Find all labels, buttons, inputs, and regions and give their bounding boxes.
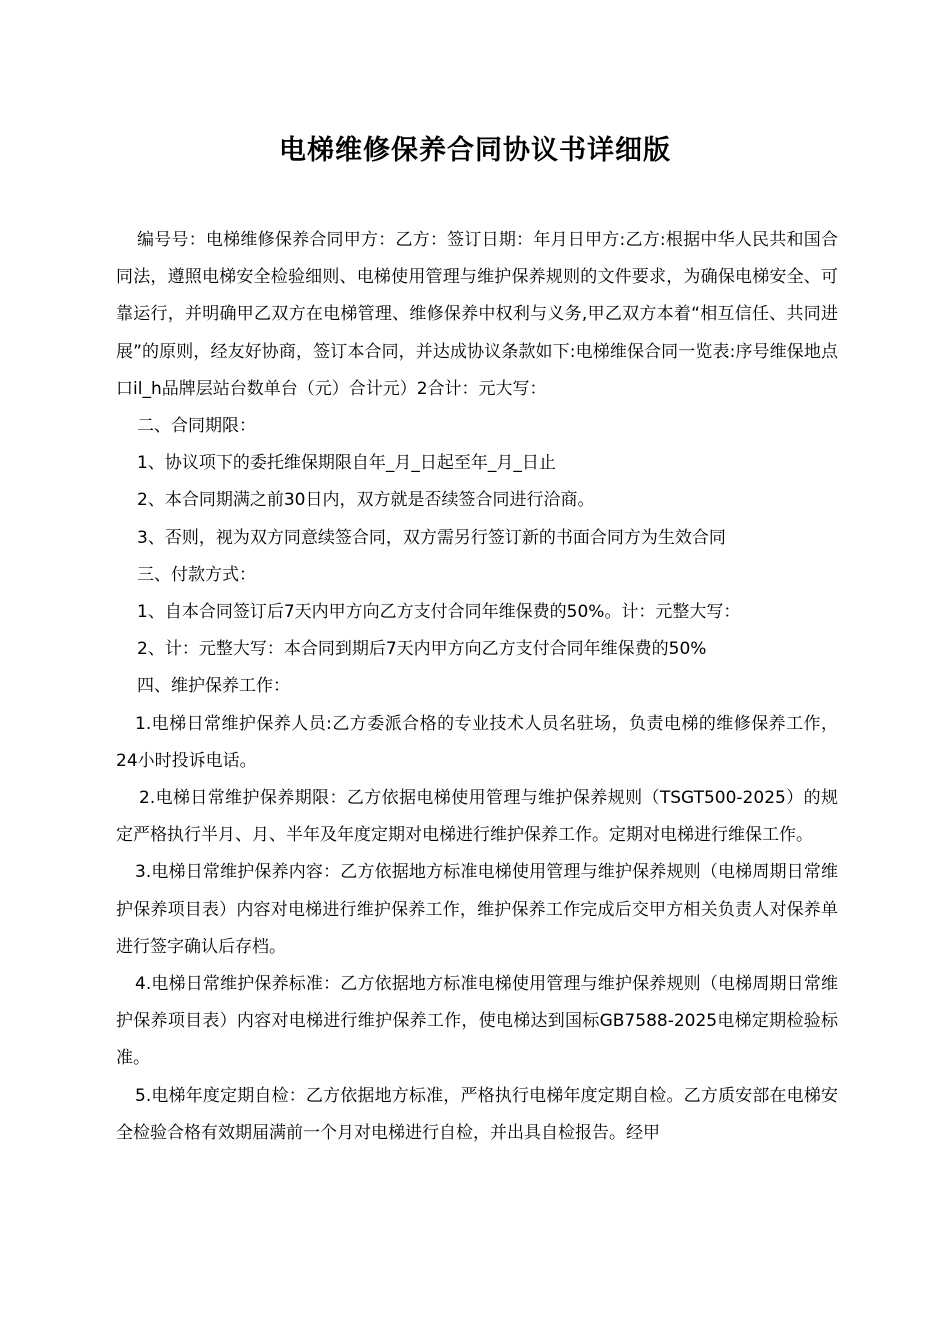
heading-maintenance: 四、维护保养工作： bbox=[137, 676, 290, 697]
paragraph-maintenance-5: 5.电梯年度定期自检：乙方依据地方标准，严格执行电梯年度定期自检。乙方质安部在电梯安全检验合格有效期届满前一个月对电梯进行自检，并出具自检报告。经甲 bbox=[116, 1085, 838, 1143]
heading-contract-term: 二、合同期限： bbox=[137, 416, 256, 437]
paragraph-maintenance-1: 1.电梯日常维护保养人员:乙方委派合格的专业技术人员名驻场，负责电梯的维修保养工作，24小时投诉电话。 bbox=[116, 713, 838, 771]
document-title: 电梯维修保养合同协议书详细版 bbox=[279, 135, 671, 166]
paragraph-maintenance-2: 2.电梯日常维护保养期限：乙方依据电梯使用管理与维护保养规则（TSGT500-2025）的规定严格执行半月、月、半年及年度定期对电梯进行维护保养工作。定期对电梯进行维保工作。 bbox=[116, 788, 838, 846]
paragraph-payment-1: 1、自本合同签订后7天内甲方向乙方支付合同年维保费的50%。计：元整大写： bbox=[137, 602, 741, 623]
paragraph-term-1: 1、协议项下的委托维保期限自年_月_日起至年_月_日止 bbox=[137, 453, 556, 474]
document-body bbox=[116, 222, 838, 1152]
paragraph-intro: 编号号：电梯维修保养合同甲方：乙方：签订日期：年月日甲方:乙方:根据中华人民共和国合同法，遵照电梯安全检验细则、电梯使用管理与维护保养规则的文件要求，为确保电梯安全、可靠运行，并明确甲乙双方在电梯管理、维修保养中权利与义务,甲乙双方本着“相互信任、共同进展”的原则，经友好协商，签订本合同，并达成协议条款如下:电梯维保合同一览表:序号维保地点口il_h品牌层站台数单台（元）合计元）2合计：元大写： bbox=[116, 230, 838, 399]
paragraph-payment-2: 2、计：元整大写：本合同到期后7天内甲方向乙方支付合同年维保费的50% bbox=[137, 639, 707, 660]
paragraph-term-2: 2、本合同期满之前30日内，双方就是否续签合同进行洽商。 bbox=[137, 490, 595, 511]
heading-payment: 三、付款方式： bbox=[137, 564, 256, 585]
paragraph-maintenance-4: 4.电梯日常维护保养标准：乙方依据地方标准电梯使用管理与维护保养规则（电梯周期日常维护保养项目表）内容对电梯进行维护保养工作，使电梯达到国标GB7588-2025电梯定期检验标准。 bbox=[116, 974, 838, 1069]
paragraph-maintenance-3: 3.电梯日常维护保养内容：乙方依据地方标准电梯使用管理与维护保养规则（电梯周期日常维护保养项目表）内容对电梯进行维护保养工作，维护保养工作完成后交甲方相关负责人对保养单进行签字确认后存档。 bbox=[116, 862, 838, 957]
paragraph-term-3: 3、否则，视为双方同意续签合同，双方需另行签订新的书面合同方为生效合同 bbox=[137, 527, 726, 548]
